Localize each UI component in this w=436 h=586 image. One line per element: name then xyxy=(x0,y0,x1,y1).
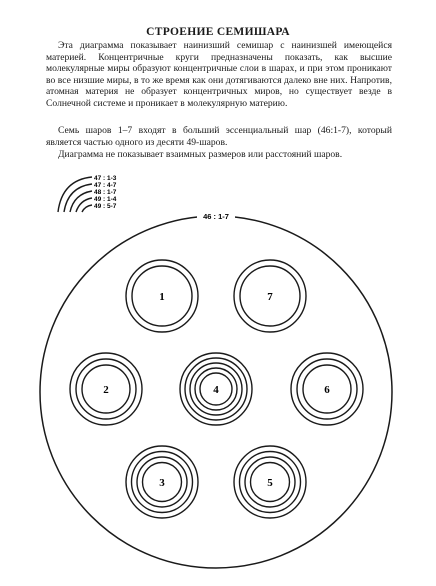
sphere-1 xyxy=(126,260,198,332)
sphere-7-label: 7 xyxy=(267,291,273,303)
sphere-6 xyxy=(291,353,363,425)
sphere-6-label: 6 xyxy=(324,384,330,396)
legend-arc-3 xyxy=(70,191,92,212)
sphere-5-label: 5 xyxy=(267,477,273,489)
sphere-4 xyxy=(180,353,252,425)
legend-label-1: 47 : 1-3 xyxy=(94,175,117,182)
sphere-3-label: 3 xyxy=(159,477,165,489)
paragraph-note: Диаграмма не показывает взаимных размеров или расстояний шаров. xyxy=(58,149,343,160)
page-title: СТРОЕНИЕ СЕМИШАРА xyxy=(146,26,290,38)
sphere-2-label: 2 xyxy=(103,384,109,396)
legend xyxy=(58,175,117,212)
sphere-1-label: 1 xyxy=(159,291,165,303)
essential-sphere-label: 46 : 1-7 xyxy=(203,212,229,221)
legend-label-5: 49 : 5-7 xyxy=(94,203,117,210)
legend-label-4: 49 : 1-4 xyxy=(94,196,117,203)
sphere-3 xyxy=(126,446,198,518)
legend-label-3: 48 : 1-7 xyxy=(94,189,117,196)
paragraph-intro: Эта диаграмма показывает наинизший семишар с наинизшей имеющейся материей. Концентричные круги предназначены показать, как высшие молекулярные миры образуют концентричные слои в шарах, и при этом проникают во все низшие миры, в то же время как они дотягиваются далеко вне них. Напротив, атомная материя не образует концентричных миров, но существует везде в Солнечной системе и проникает в молекулярную материю. xyxy=(46,40,392,109)
legend-label-2: 47 : 4-7 xyxy=(94,182,117,189)
sphere-7 xyxy=(234,260,306,332)
paragraph-seven-spheres: Семь шаров 1–7 входят в больший эссенциальный шар (46:1-7), который является частью одного из десяти 49-шаров. xyxy=(46,125,392,148)
sphere-4-label: 4 xyxy=(213,384,219,396)
sphere-2 xyxy=(70,353,142,425)
sphere-5 xyxy=(234,446,306,518)
legend-arc-5 xyxy=(82,205,92,212)
spheres-group xyxy=(70,260,363,518)
